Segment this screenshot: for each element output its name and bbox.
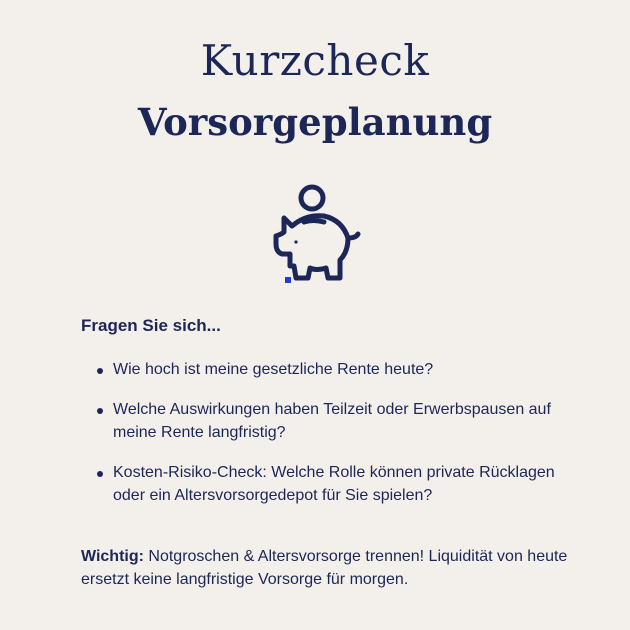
piggy-bank-coin-icon xyxy=(262,184,364,286)
note-label: Wichtig: xyxy=(81,548,144,565)
question-list xyxy=(95,358,575,524)
accent-square xyxy=(285,277,291,283)
note-text: Notgroschen & Altersvorsorge trennen! Liquidität von heute ersetzt keine langfristige Vorsorge für morgen. xyxy=(81,548,568,588)
bullet-icon xyxy=(97,471,103,477)
list-item xyxy=(95,461,575,507)
subheading: Fragen Sie sich... xyxy=(81,316,221,335)
list-item xyxy=(95,358,575,381)
bullet-icon xyxy=(97,408,103,414)
important-note xyxy=(81,545,581,591)
question-text: Wie hoch ist meine gesetzliche Rente heute? xyxy=(113,361,434,378)
title-line-1: Kurzcheck xyxy=(200,36,430,85)
title-line-2: Vorsorgeplanung xyxy=(137,100,493,144)
list-item xyxy=(95,398,575,444)
question-text: Kosten-Risiko-Check: Welche Rolle können private Rücklagen oder ein Altersvorsorgedepot für Sie spielen? xyxy=(113,464,555,504)
question-text: Welche Auswirkungen haben Teilzeit oder Erwerbspausen auf meine Rente langfristig? xyxy=(113,401,551,441)
bullet-icon xyxy=(97,368,103,374)
